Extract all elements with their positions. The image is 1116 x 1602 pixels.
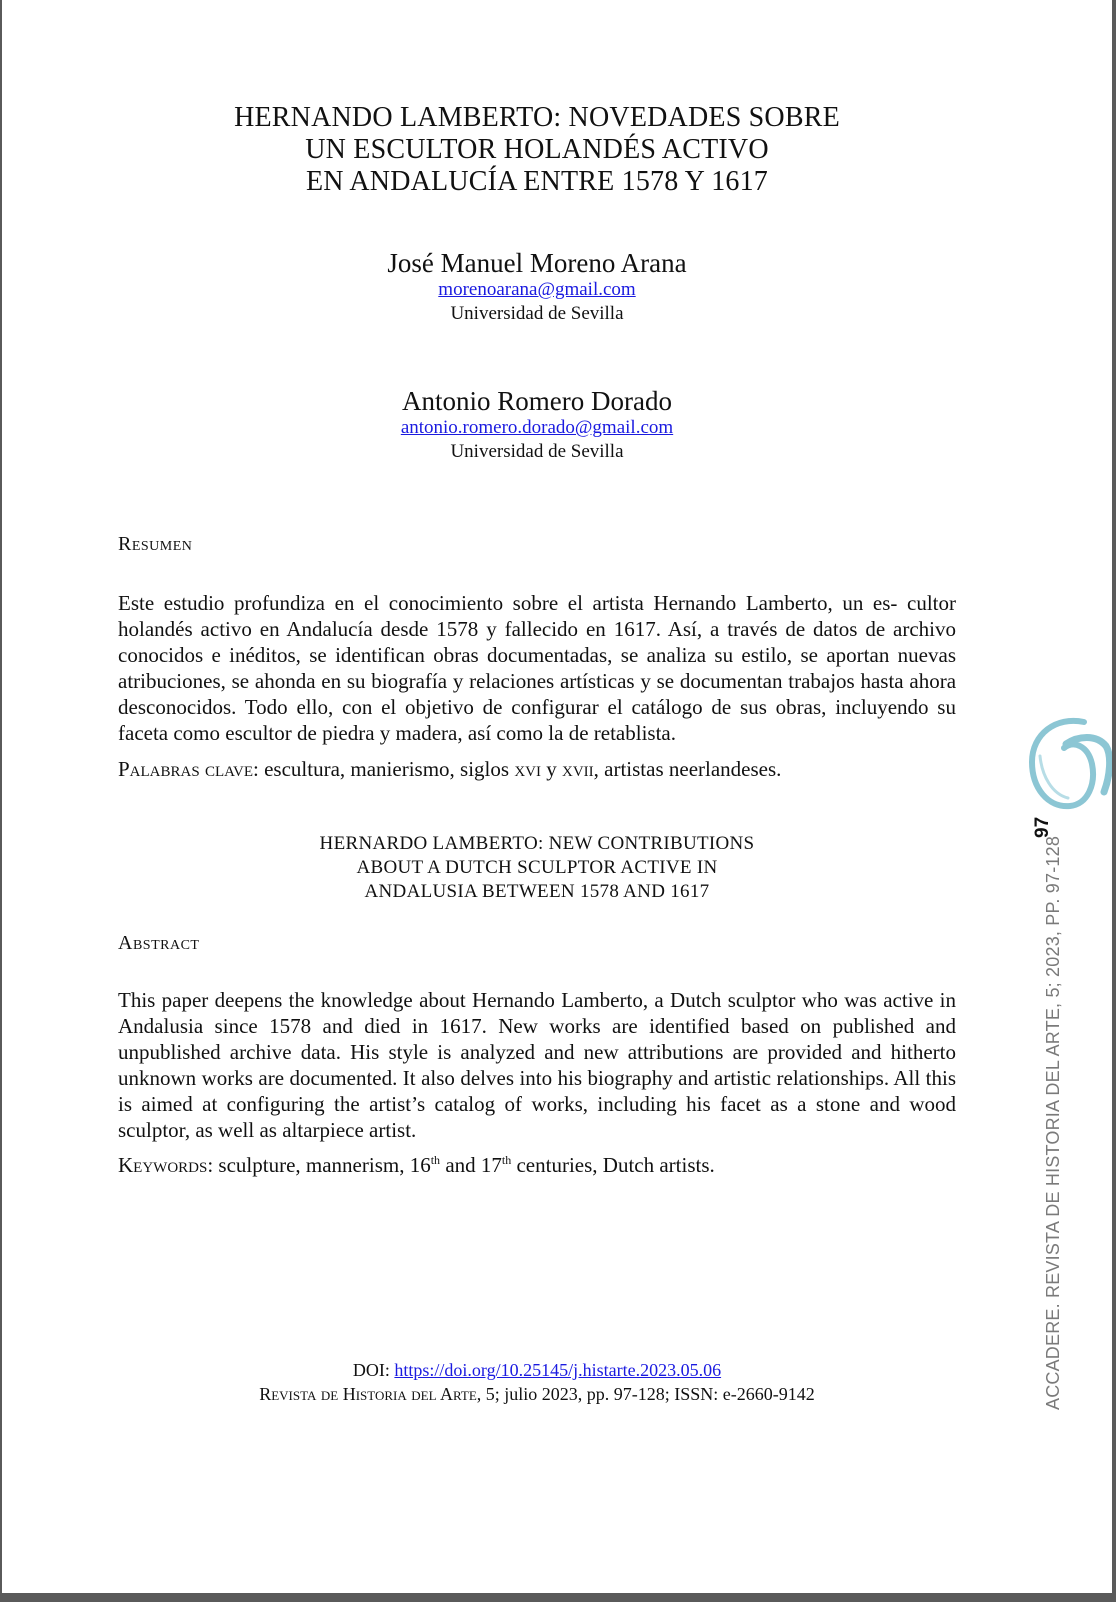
keywords bbox=[118, 1152, 978, 1178]
abstract-line: active in Andalusia since 1578 and died in 1617. New works are identified based on published bbox=[118, 988, 957, 1038]
article-title bbox=[2, 102, 1072, 198]
page-number: 97 bbox=[1032, 816, 1053, 838]
abstract-paragraph bbox=[118, 987, 956, 1143]
journal-line bbox=[2, 1382, 1072, 1406]
abstract-line: relationships. All this is aimed at configuring the artist’s catalog of works, including his bbox=[118, 1066, 956, 1116]
resumen-line: trabajos hasta ahora desconocidos. Todo ello, con el objetivo de configurar el catálogo de bbox=[118, 669, 957, 719]
title-line: UN ESCULTOR HOLANDÉS ACTIVO bbox=[305, 134, 769, 165]
resumen-line: aportan nuevas atribuciones, se ahonda en su biografía y relaciones artísticas y se documentan bbox=[118, 643, 956, 693]
author-affiliation: Universidad de Sevilla bbox=[450, 441, 624, 462]
keywords-text: and 17 bbox=[445, 1153, 502, 1177]
keywords-text: , artistas neerlandeses. bbox=[593, 757, 782, 781]
keywords-text: y bbox=[546, 757, 557, 781]
doi-label: DOI: bbox=[352, 1360, 390, 1380]
resumen-line: sus obras, incluyendo su faceta como escultor de piedra y madera, así como la de retablista. bbox=[118, 695, 956, 745]
resumen-paragraph bbox=[118, 590, 956, 746]
keywords-text: centuries, Dutch artists. bbox=[516, 1153, 715, 1177]
keywords-text: xvi bbox=[514, 757, 541, 781]
superscript: th bbox=[430, 1153, 441, 1167]
abstract-line: and unpublished archive data. His style is analyzed and new attributions are provided and bbox=[118, 1014, 956, 1064]
abstract-line: facet as a stone and wood sculptor, as well as altarpiece artist. bbox=[118, 1092, 957, 1142]
abstract-heading: Abstract bbox=[118, 932, 200, 954]
journal-swirl-logo-icon bbox=[1026, 716, 1112, 821]
journal-details: , 5; julio 2023, pp. 97-128; ISSN: e-2660-9142 bbox=[476, 1384, 815, 1404]
author-1 bbox=[2, 248, 1072, 326]
author-name: Antonio Romero Dorado bbox=[402, 386, 672, 416]
page-footer bbox=[2, 1358, 1072, 1406]
english-title-line: ABOUT A DUTCH SCULPTOR ACTIVE IN bbox=[356, 857, 718, 878]
superscript: th bbox=[501, 1153, 512, 1167]
title-line: EN ANDALUCÍA ENTRE 1578 Y 1617 bbox=[305, 166, 768, 197]
keywords-text: sculpture, mannerism, 16 bbox=[218, 1153, 431, 1177]
english-title-line: ANDALUSIA BETWEEN 1578 AND 1617 bbox=[364, 881, 710, 902]
title-line: HERNANDO LAMBERTO: NOVEDADES SOBRE bbox=[234, 102, 840, 133]
english-title-line: HERNARDO LAMBERTO: NEW CONTRIBUTIONS bbox=[319, 833, 755, 854]
resumen-heading: Resumen bbox=[118, 533, 193, 555]
doi-line bbox=[2, 1358, 1072, 1382]
abstract-line: hitherto unknown works are documented. It also delves into his biography and artistic bbox=[118, 1040, 956, 1090]
journal-name: Revista de Historia del Arte bbox=[259, 1384, 477, 1404]
author-name: José Manuel Moreno Arana bbox=[387, 248, 687, 278]
journal-page bbox=[2, 0, 1112, 1593]
author-email-link[interactable]: morenoarana@gmail.com bbox=[438, 279, 636, 300]
doi-link[interactable]: https://doi.org/10.25145/j.histarte.2023.05.06 bbox=[394, 1360, 722, 1380]
keywords-label: Keywords: bbox=[118, 1153, 214, 1177]
author-email-link[interactable]: antonio.romero.dorado@gmail.com bbox=[400, 417, 674, 438]
abstract-line: This paper deepens the knowledge about Hernando Lamberto, a Dutch sculptor who was bbox=[118, 988, 877, 1012]
keywords-text: escultura, manierismo, siglos bbox=[264, 757, 510, 781]
palabras-clave bbox=[118, 756, 978, 782]
resumen-line: de archivo conocidos e inéditos, se identifican obras documentadas, se analiza su estilo, se bbox=[118, 617, 957, 667]
resumen-line: Este estudio profundiza en el conocimiento sobre el artista Hernando Lamberto, un es- bbox=[118, 591, 898, 615]
english-title bbox=[2, 832, 1072, 904]
keywords-text: xvii bbox=[561, 757, 594, 781]
resumen-line: cultor holandés activo en Andalucía desde 1578 y fallecido en 1617. Así, a través de datos bbox=[118, 591, 956, 641]
author-affiliation: Universidad de Sevilla bbox=[450, 303, 624, 324]
running-head: ACCADERE. REVISTA DE HISTORIA DEL ARTE, 5; 2023, PP. 97-128 bbox=[1043, 835, 1063, 1410]
keywords-label: Palabras clave: bbox=[118, 757, 259, 781]
author-2 bbox=[2, 386, 1072, 464]
